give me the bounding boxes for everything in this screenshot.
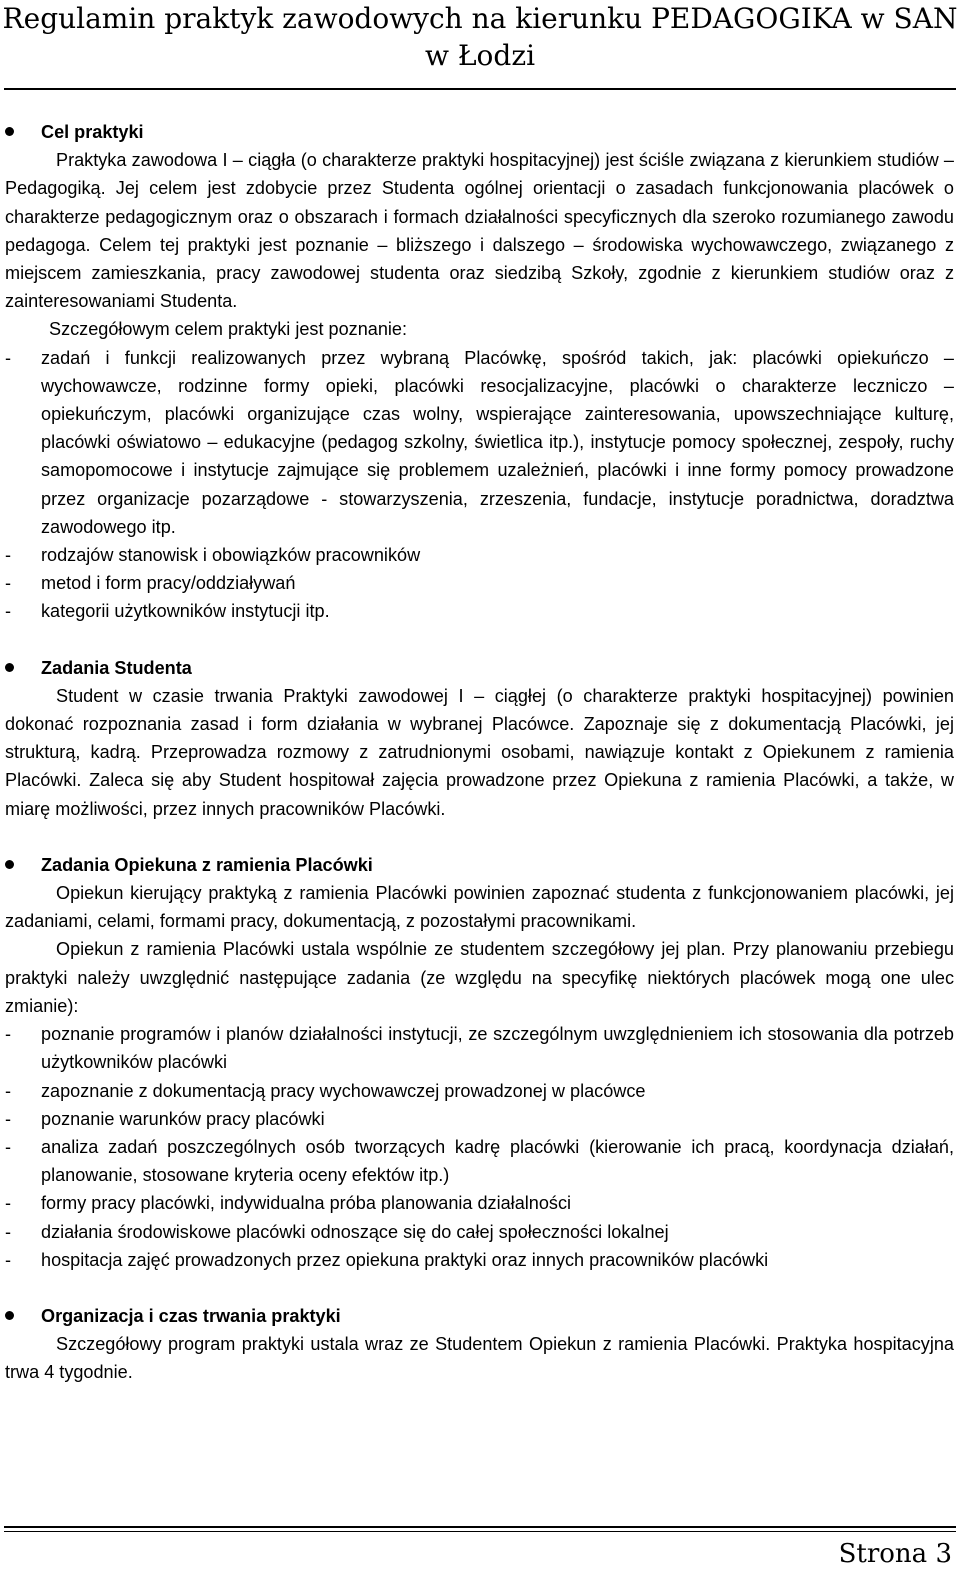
section-zadania-studenta [5,654,954,823]
section-cel-praktyki [5,118,954,626]
footer-divider [4,1526,956,1528]
dash-marker: - [5,1080,12,1101]
dash-marker: - [5,601,12,622]
section-heading-text: Cel praktyki [41,122,144,142]
page-title: Regulamin praktyk zawodowych na kierunku PEDAGOGIKA w SAN w Łodzi [2,2,958,72]
section-heading [5,118,954,146]
list-item-text: hospitacja zajęć prowadzonych przez opiekuna praktyki oraz innych pracowników placówki [41,1249,769,1270]
list-intro: Szczegółowym celem praktyki jest poznanie: [49,319,408,340]
list-item-text: poznanie warunków pracy placówki [41,1108,325,1129]
section-heading [5,851,954,879]
paragraph: Opiekun z ramienia Placówki ustala wspólnie ze studentem szczegółowy jej plan. Przy planowaniu przebiegu praktyki należy uwzględnić następujące zadania (ze względu na specyfikę niektórych placówek mogą one ulec zmianie): [5,939,954,1016]
list-item [5,1189,954,1217]
list-item-text: formy pracy placówki, indywidualna próba planowania działalności [41,1193,572,1214]
document-body [5,118,954,1387]
list-item-text: poznanie programów i planów działalności instytucji, ze szczególnym uwzględnieniem ich stosowania dla potrzeb użytkowników placówki [41,1024,954,1073]
section-spacer [5,626,954,654]
paragraph: Praktyka zawodowa I – ciągła (o charakterze praktyki hospitacyjnej) jest ściśle związana z kierunkiem studiów – Pedagogiką. Jej celem jest zdobycie przez Studenta ogólnej orientacji o zasadach funkcjonowania placówek o charakterze pedagogicznym oraz o obszarach i formach działalności specyficznych dla szeroko rozumianego zawodu pedagoga. Celem tej praktyki jest poznanie – bliższego i dalszego – środowiska wychowawczego, związanego z miejscem zamieszkania, pracy zawodowej studenta oraz siedzibą Szkoły, zgodnie z kierunkiem studiów oraz z zainteresowaniami Studenta. [5,150,954,312]
list-item [5,1020,954,1076]
section-heading [5,654,954,682]
section-spacer [5,1274,954,1302]
section-heading [5,1302,954,1330]
list-item [5,1246,954,1274]
list-item [5,1105,954,1133]
bullet-icon [5,860,14,869]
bullet-icon [5,1311,14,1320]
paragraph: Student w czasie trwania Praktyki zawodowej I – ciągłej (o charakterze praktyki hospitacyjnej) powinien dokonać rozpoznania zasad i form działania w wybranej Placówce. Zapoznaje się z dokumentacją Placówki, jej strukturą, kadrą. Przeprowadza rozmowy z zatrudnionymi osobami, nawiązuje kontakt z Opiekunem z ramienia Placówki. Zaleca się aby Student hospitował zajęcia prowadzone przez Opiekuna z ramienia Placówki, a także, w miarę możliwości, przez innych pracowników Placówki. [5,685,954,819]
list-item [5,569,954,597]
dash-marker: - [5,1136,12,1157]
page-number: Strona 3 [838,1539,952,1569]
dash-marker: - [5,1193,12,1214]
dash-marker: - [5,347,12,368]
dash-list [5,344,954,626]
list-item-text: kategorii użytkowników instytucji itp. [41,601,330,622]
bullet-icon [5,663,14,672]
dash-marker: - [5,1249,12,1270]
list-item-text: rodzajów stanowisk i obowiązków pracowników [41,545,421,566]
header-divider [4,88,956,90]
list-item [5,1077,954,1105]
dash-marker: - [5,545,12,566]
dash-marker: - [5,1108,12,1129]
list-item [5,1218,954,1246]
list-item-text: analiza zadań poszczególnych osób tworzących kadrę placówki (kierowanie ich pracą, koordynacja działań, planowanie, stosowane kryteria oceny efektów itp.) [41,1136,954,1186]
list-item-text: działania środowiskowe placówki odnoszące się do całej społeczności lokalnej [41,1221,669,1242]
bullet-icon [5,127,14,136]
list-item [5,597,954,625]
footer-divider-thin [4,1531,956,1532]
section-heading-text: Organizacja i czas trwania praktyki [41,1305,341,1326]
section-zadania-opiekuna [5,851,954,1274]
paragraph: Szczegółowy program praktyki ustala wraz ze Studentem Opiekun z ramienia Placówki. Praktyka hospitacyjna trwa 4 tygodnie. [5,1334,954,1383]
list-item-text: zapoznanie z dokumentacją pracy wychowawczej prowadzonej w placówce [41,1080,646,1101]
dash-marker: - [5,573,12,594]
dash-marker: - [5,1221,12,1242]
section-heading-text: Zadania Opiekuna z ramienia Placówki [41,854,373,875]
section-heading-text: Zadania Studenta [41,657,192,678]
list-item [5,1133,954,1189]
list-item-text: zadań i funkcji realizowanych przez wybraną Placówkę, spośród takich, jak: placówki opiekuńczo – wychowawcze, rodzinne formy opieki, placówki resocjalizacyjne, placówki o charakterze leczniczo – opiekuńczym, placówki organizujące czas wolny, wspierające zainteresowania, upowszechniające kulturę, placówki oświatowo – edukacyjne (pedagog szkolny, świetlica itp.), instytucje pomocy społecznej, zespoły, ruchy samopomocowe i instytucje zajmujące się problemem uzależnień, placówki i inne formy pomocy prowadzone przez organizacje pozarządowe - stowarzyszenia, zrzeszenia, fundacje, instytucje poradnictwa, doradztwa zawodowego itp. [41,347,954,537]
list-item [5,344,954,541]
dash-list [5,1020,954,1274]
paragraph: Opiekun kierujący praktyką z ramienia Placówki powinien zapoznać studenta z funkcjonowaniem placówki, jej zadaniami, celami, formami pracy, dokumentacją, z pozostałymi pracownikami. [5,883,954,932]
list-item-text: metod i form pracy/oddziaływań [41,573,296,594]
section-spacer [5,823,954,851]
section-organizacja [5,1302,954,1387]
list-item [5,541,954,569]
dash-marker: - [5,1024,12,1045]
